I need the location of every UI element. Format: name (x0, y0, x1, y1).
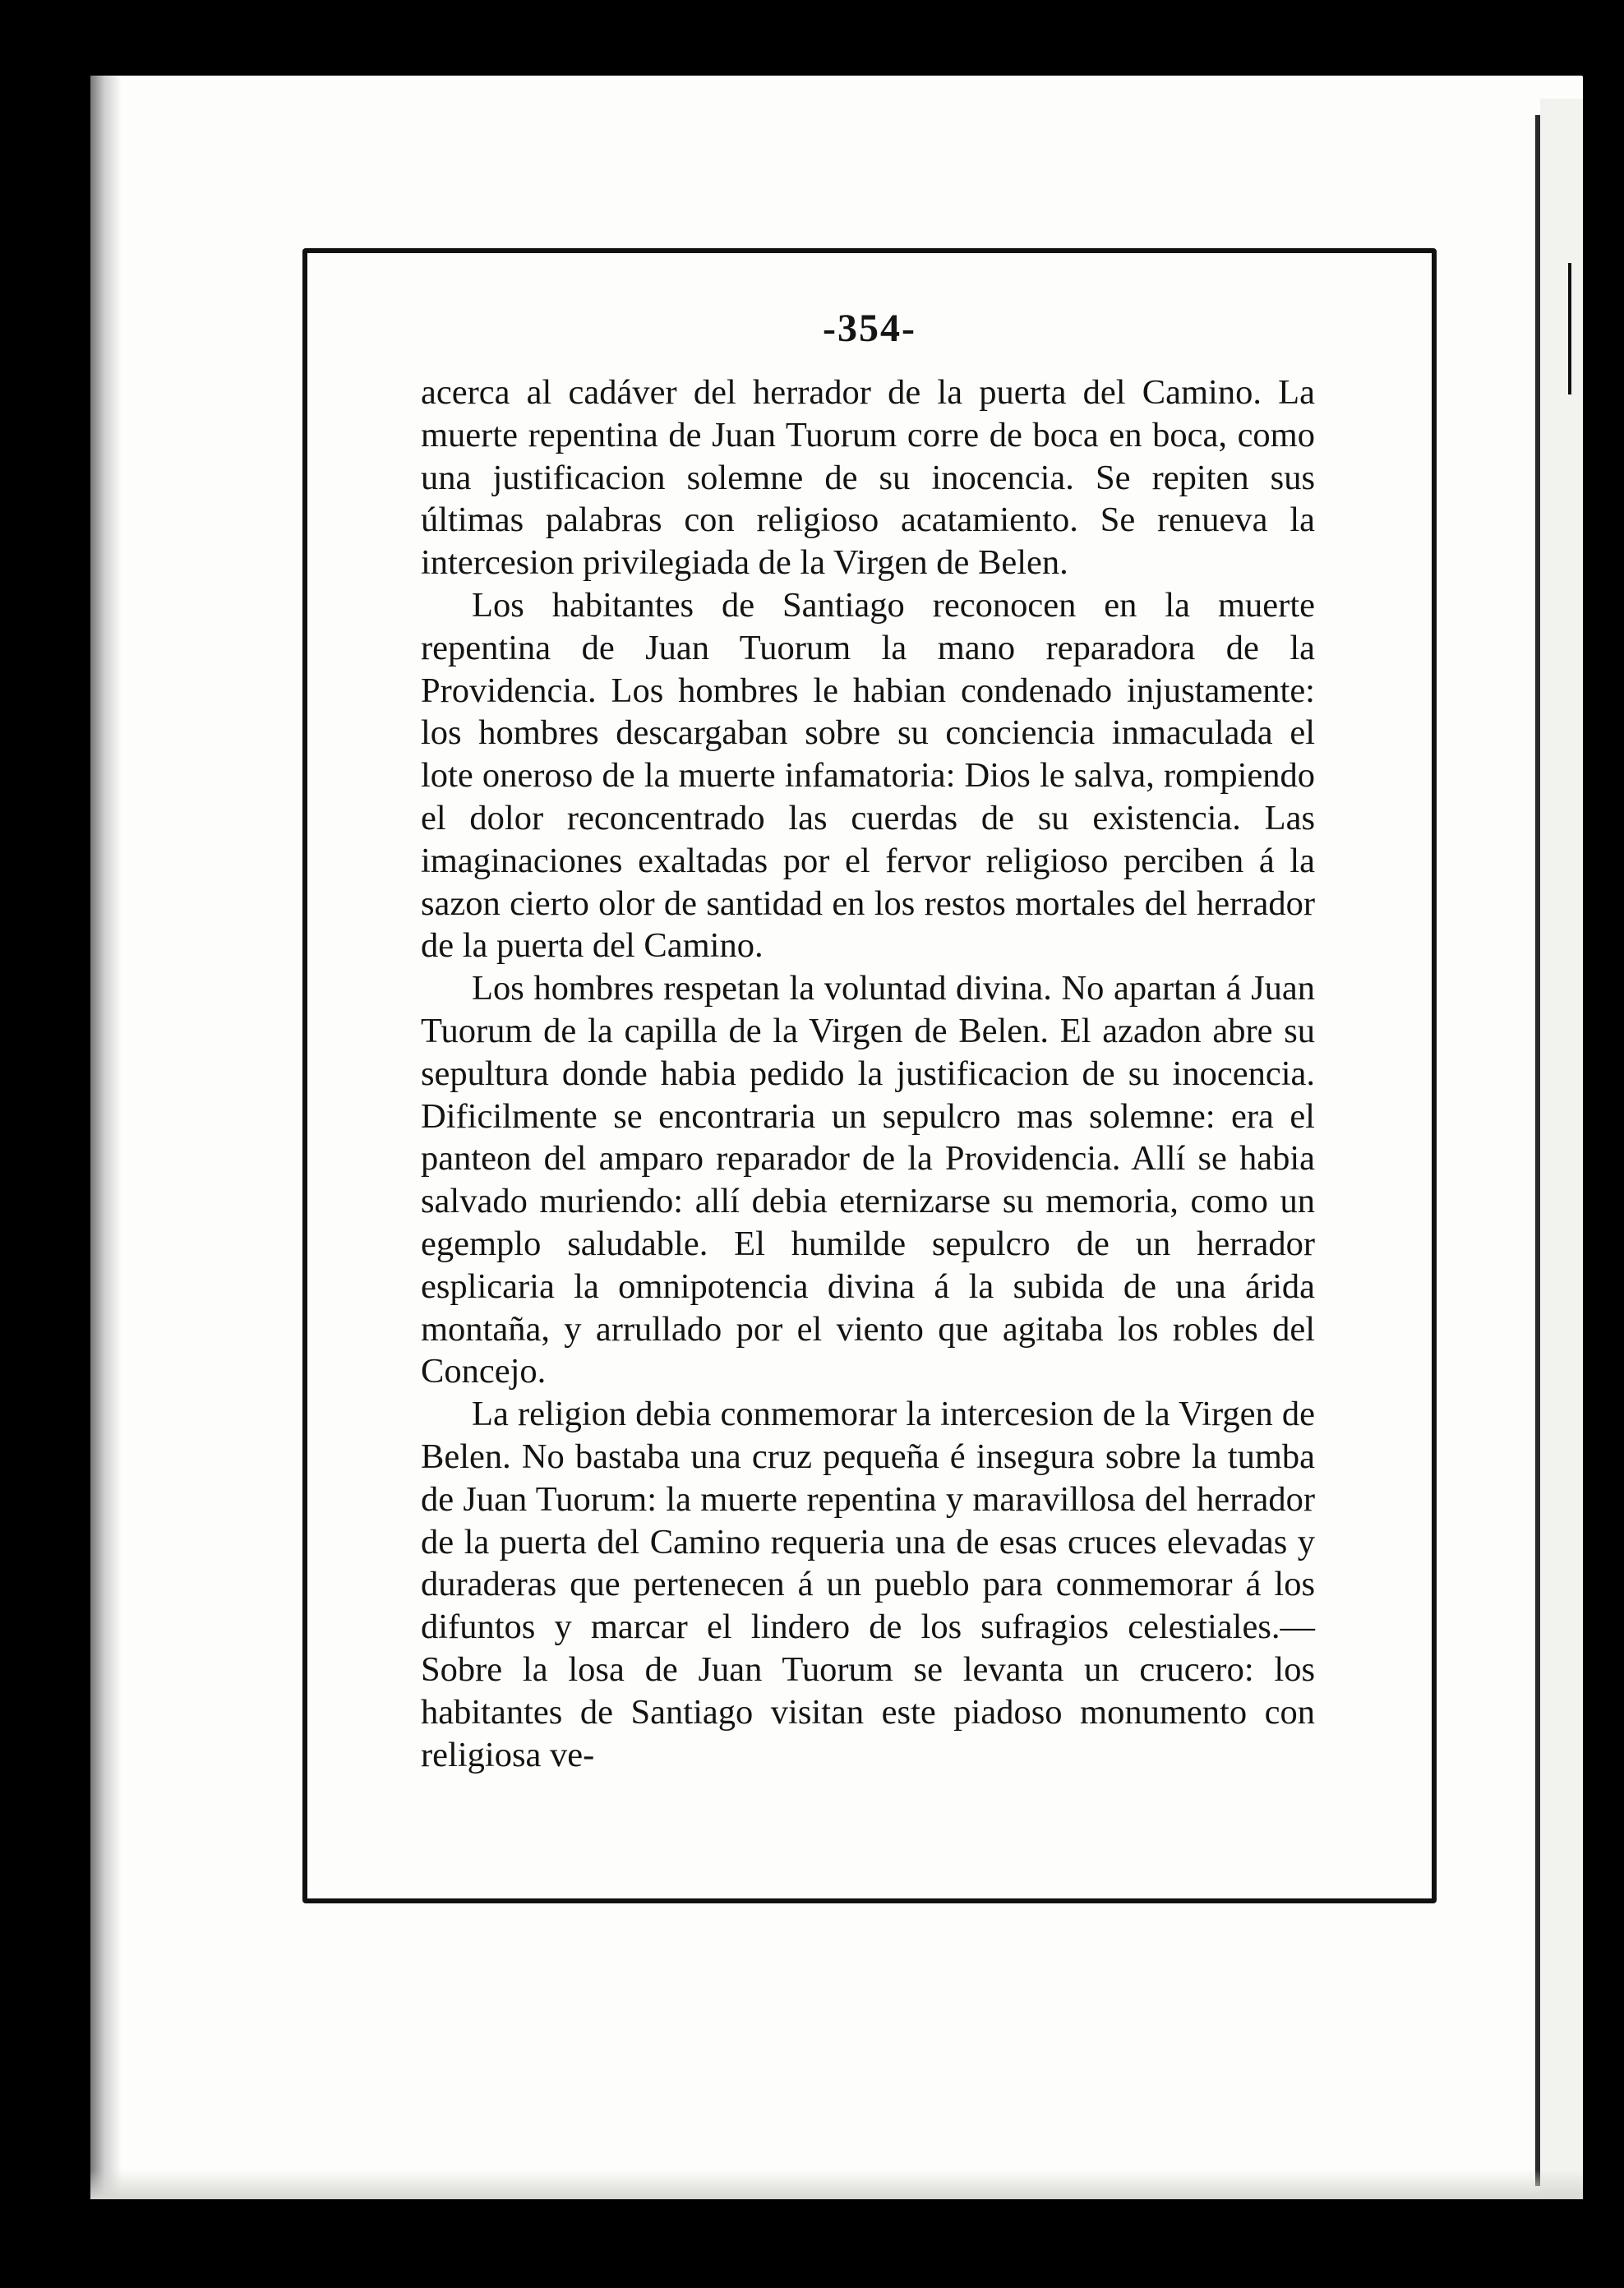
facing-page-mark (1568, 263, 1571, 394)
page-number: -354- (823, 307, 916, 350)
paragraph: acerca al cadáver del herrador de la puerta del Camino. La muerte repentina de Juan Tuorum corre de boca en boca, como una justificacion solemne de su inocencia. Se repiten sus últimas palabras con religioso acatamiento. Se renueva la intercesion privilegiada de la Virgen de Belen. (421, 373, 1315, 583)
paragraph: Los habitantes de Santiago reconocen en la muerte repentina de Juan Tuorum la mano reparadora de la Providencia. Los hombres le habian condenado injustamente: los hombres descargaban sobre su conciencia inmaculada el lote oneroso de la muerte infamatoria: Dios le salva, rompiendo el dolor reconcentrado las cuerdas de su existencia. Las imaginaciones exaltadas por el fervor religioso perciben á la sazon cierto olor de santidad en los restos mortales del herrador de la puerta del Camino. (421, 585, 1315, 966)
bottom-shade (90, 2170, 1583, 2199)
paragraph: Los hombres respetan la voluntad divina. No apartan á Juan Tuorum de la capilla de la Virgen de Belen. El azadon abre su sepultura donde habia pedido la justificacion de su inocencia. Dificilmente se encontraria un sepulcro mas solemne: era el panteon del amparo reparador de la Providencia. Allí se habia salvado muriendo: allí debia eternizarse su memoria, como un egemplo saludable. El humilde sepulcro de un herrador esplicaria la omnipotencia divina á la subida de una árida montaña, y arrullado por el viento que agitaba los robles del Concejo. (421, 969, 1315, 1391)
gutter-shadow (90, 76, 122, 2199)
facing-page-edge (1540, 99, 1583, 2194)
paragraph: La religion debia conmemorar la intercesion de la Virgen de Belen. No bastaba una cruz pequeña é insegura sobre la tumba de Juan Tuorum: la muerte repentina y maravillosa del herrador de la puerta del Camino requeria una de esas cruces elevadas y duraderas que pertenecen á un pueblo para conmemorar á los difuntos y marcar el lindero de los sufragios celestiales.— Sobre la losa de Juan Tuorum se levanta un crucero: los habitantes de Santiago visitan este piadoso monumento con religiosa ve- (421, 1395, 1315, 1774)
body-text (421, 371, 1315, 1776)
page-edge-line (1535, 115, 1540, 2186)
